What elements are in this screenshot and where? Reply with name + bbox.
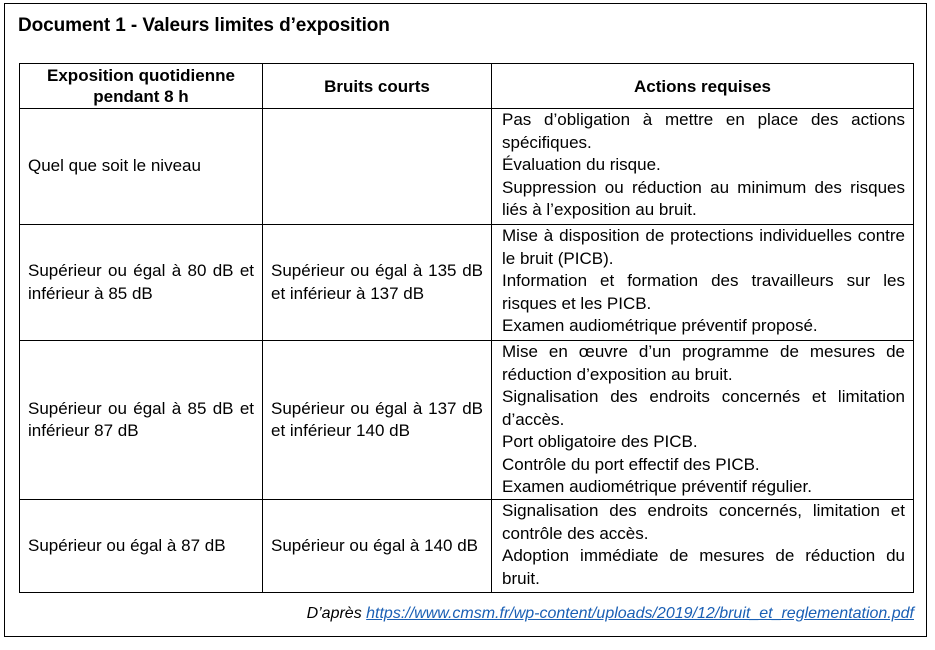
header-bruits-courts: Bruits courts	[263, 64, 492, 109]
table-row	[20, 109, 914, 225]
table-row	[20, 225, 914, 341]
action-item: Mise en œuvre d’un programme de mesures de réduction d’exposition au bruit.	[502, 342, 905, 384]
action-item: Évaluation du risque.	[502, 155, 661, 174]
cell-bruits: Supérieur ou égal à 135 dB et inférieur à 137 dB	[263, 225, 492, 341]
action-item: Port obligatoire des PICB.	[502, 432, 698, 451]
cell-exposition: Quel que soit le niveau	[20, 109, 263, 225]
action-item: Pas d’obligation à mettre en place des actions spécifiques.	[502, 110, 905, 152]
action-item: Information et formation des travailleurs sur les risques et les PICB.	[502, 271, 905, 313]
header-exposition: Exposition quotidienne pendant 8 h	[20, 64, 263, 109]
cell-actions	[492, 225, 914, 341]
cell-exposition: Supérieur ou égal à 87 dB	[20, 500, 263, 593]
source-link[interactable]: https://www.cmsm.fr/wp-content/uploads/2019/12/bruit_et_reglementation.pdf	[366, 605, 914, 622]
header-actions: Actions requises	[492, 64, 914, 109]
cell-bruits: Supérieur ou égal à 140 dB	[263, 500, 492, 593]
action-item: Examen audiométrique préventif régulier.	[502, 477, 812, 496]
action-item: Contrôle du port effectif des PICB.	[502, 454, 760, 474]
exposure-limits-table	[19, 63, 914, 593]
cell-bruits: Supérieur ou égal à 137 dB et inférieur 140 dB	[263, 341, 492, 500]
table-header-row	[20, 64, 914, 109]
table-row	[20, 500, 914, 593]
cell-actions	[492, 341, 914, 500]
cell-actions	[492, 500, 914, 593]
document-title: Document 1 - Valeurs limites d’exposition	[18, 15, 390, 36]
action-item: Signalisation des endroits concernés, limitation et contrôle des accès.	[502, 501, 905, 543]
table-row	[20, 341, 914, 500]
action-item: Mise à disposition de protections individuelles contre le bruit (PICB).	[502, 226, 905, 268]
source-prefix: D’après	[306, 605, 367, 622]
action-item: Adoption immédiate de mesures de réduction du bruit.	[502, 546, 905, 588]
action-item: Signalisation des endroits concernés et limitation d’accès.	[502, 387, 905, 429]
cell-bruits	[263, 109, 492, 225]
source-citation	[307, 605, 914, 623]
cell-exposition: Supérieur ou égal à 80 dB et inférieur à 85 dB	[20, 225, 263, 341]
action-item: Suppression ou réduction au minimum des risques liés à l’exposition au bruit.	[502, 177, 905, 219]
cell-exposition: Supérieur ou égal à 85 dB et inférieur 87 dB	[20, 341, 263, 500]
action-item: Examen audiométrique préventif proposé.	[502, 316, 818, 335]
cell-actions	[492, 109, 914, 225]
